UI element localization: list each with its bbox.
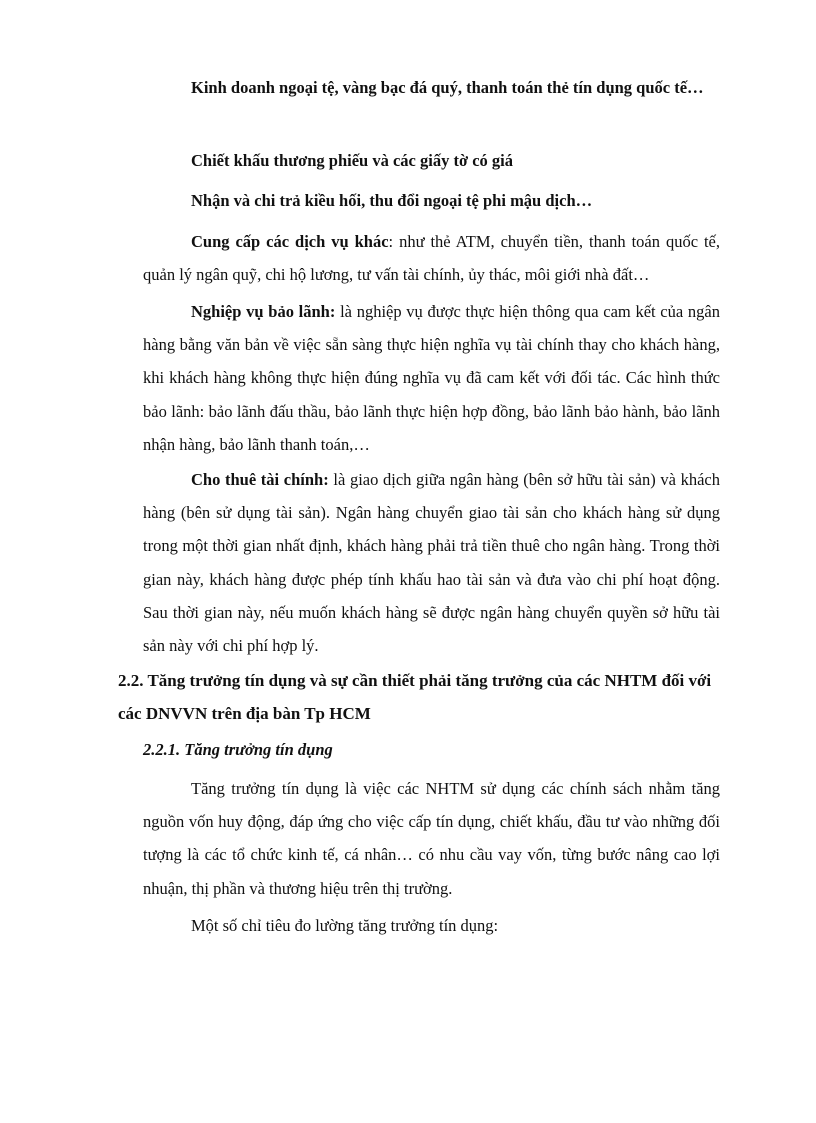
paragraph-chi-tieu-do-luong: Một số chỉ tiêu đo lường tăng trưởng tín dụng: xyxy=(191,916,499,935)
paragraph-bao-lanh xyxy=(143,295,720,461)
text-dich-vu-khac: : như thẻ ATM, chuyển tiền, thanh toán quốc tế, quản lý ngân quỹ, chi hộ lương, tư vấn tài chính, ủy thác, môi giới nhà đất… xyxy=(143,232,721,285)
subsection-heading-2-2-1: 2.2.1. Tăng trưởng tín dụng xyxy=(143,740,333,759)
paragraph-cho-thue-tai-chinh xyxy=(143,463,720,662)
text-bao-lanh: là nghiệp vụ được thực hiện thông qua cam kết của ngân hàng bằng văn bản về việc sẵn sàng thực hiện nghĩa vụ tài chính thay cho khách hàng, khi khách hàng không thực hiện đúng nghĩa vụ đã cam kết với đối tác. Các hình thức bảo lãnh: bảo lãnh đấu thầu, bảo lãnh thực hiện hợp đồng, bảo lãnh bảo hành, bảo lãnh nhận hàng, bảo lãnh thanh toán,… xyxy=(143,302,720,454)
paragraph-kieu-hoi: Nhận và chi trả kiều hối, thu đổi ngoại tệ phi mậu dịch… xyxy=(191,191,593,210)
paragraph-kinh-doanh-ngoai-te: Kinh doanh ngoại tệ, vàng bạc đá quý, thanh toán thẻ tín dụng quốc tế… xyxy=(191,78,704,97)
paragraph-dich-vu-khac xyxy=(143,225,720,291)
paragraph-chiet-khau: Chiết khấu thương phiếu và các giấy tờ có giá xyxy=(191,151,513,170)
text-cho-thue-tai-chinh: là giao dịch giữa ngân hàng (bên sở hữu tài sản) và khách hàng (bên sử dụng tài sản). Ngân hàng chuyển giao tài sản cho khách hàng sử dụng trong một thời gian nhất định, khách hàng phải trả tiền thuê cho ngân hàng. Trong thời gian này, khách hàng được phép tính khấu hao tài sản và đưa vào chi phí hoạt động. Sau thời gian này, nếu muốn khách hàng sẽ được ngân hàng chuyển quyền sở hữu tài sản này với chi phí hợp lý. xyxy=(143,470,720,656)
term-dich-vu-khac: Cung cấp các dịch vụ khác xyxy=(191,232,389,251)
term-cho-thue-tai-chinh: Cho thuê tài chính: xyxy=(191,470,329,489)
paragraph-tang-truong-tin-dung: Tăng trưởng tín dụng là việc các NHTM sử dụng các chính sách nhằm tăng nguồn vốn huy động, đáp ứng cho việc cấp tín dụng, chiết khấu, đầu tư vào những đối tượng là các tổ chức kinh tế, cá nhân… có nhu cầu vay vốn, từng bước nâng cao lợi nhuận, thị phần và thương hiệu trên thị trường. xyxy=(143,779,720,898)
section-heading-2-2: 2.2. Tăng trưởng tín dụng và sự cần thiết phải tăng trưởng của các NHTM đối với các DNVVN trên địa bàn Tp HCM xyxy=(118,671,712,723)
term-bao-lanh: Nghiệp vụ bảo lãnh: xyxy=(191,302,336,321)
